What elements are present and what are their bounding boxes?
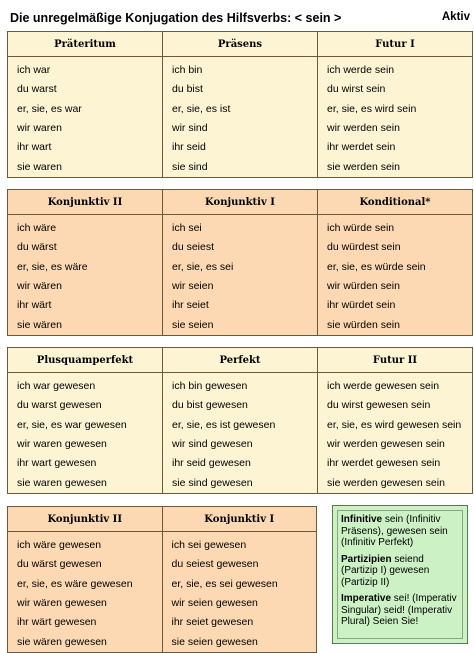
verb-form-cell: er, sie, es wird gewesen sein	[318, 416, 473, 435]
verb-form-cell: wir werden sein	[318, 119, 473, 138]
conjugation-table-3	[7, 347, 473, 494]
table-row	[8, 435, 473, 454]
verb-form-cell: ihr seiet gewesen	[162, 613, 317, 632]
table-row	[8, 473, 473, 493]
verb-form-cell: du wirst sein	[318, 80, 473, 99]
verb-form-cell: sie sind	[163, 157, 318, 177]
tense-header: Konditional*	[318, 190, 473, 215]
table-header-row	[8, 348, 473, 373]
table-row	[8, 594, 317, 613]
verb-form-cell: er, sie, es wäre gewesen	[8, 575, 163, 594]
imperative-info	[341, 593, 459, 628]
imperative-text: sei! (Imperativ Singular) seid! (Imperativ Plural) Seien Sie!	[341, 593, 457, 627]
table-header-row	[8, 507, 317, 532]
verb-form-cell: er, sie, es sei	[163, 258, 318, 277]
verb-form-cell: wir seien	[163, 277, 318, 296]
page-header	[10, 11, 470, 29]
table-row	[8, 632, 317, 652]
verb-form-cell: er, sie, es ist gewesen	[163, 416, 318, 435]
verb-form-cell: sie waren gewesen	[8, 473, 163, 493]
verb-form-cell: sie seien gewesen	[162, 632, 317, 652]
conjugation-table-1	[7, 31, 473, 178]
table-row	[8, 80, 473, 99]
verb-form-cell: ihr wärt gewesen	[8, 613, 163, 632]
verb-form-cell: wir seien gewesen	[162, 594, 317, 613]
table-row	[8, 373, 473, 397]
table-row	[8, 100, 473, 119]
verb-form-cell: sie waren	[8, 157, 163, 177]
verb-form-cell: sie werden gewesen sein	[318, 473, 473, 493]
verb-form-cell: sie würden sein	[318, 315, 473, 335]
verb-form-cell: du würdest sein	[318, 238, 473, 257]
verb-form-cell: du bist gewesen	[163, 396, 318, 415]
verb-form-cell: du bist	[163, 80, 318, 99]
tense-header: Präteritum	[8, 32, 163, 57]
table-row	[8, 416, 473, 435]
tense-header: Konjunktiv I	[163, 190, 318, 215]
voice-label: Aktiv	[441, 11, 470, 23]
verb-form-cell: er, sie, es war gewesen	[8, 416, 163, 435]
verb-form-cell: ihr seid gewesen	[163, 454, 318, 473]
table-row	[8, 238, 473, 257]
verb-form-cell: ich wäre gewesen	[8, 532, 163, 556]
table-row	[8, 555, 317, 574]
table-header-row	[8, 190, 473, 215]
tense-header: Präsens	[163, 32, 318, 57]
verb-form-cell: du wärst gewesen	[8, 555, 163, 574]
verb-form-cell: wir würden sein	[318, 277, 473, 296]
table-row	[8, 215, 473, 239]
verb-form-cell: wir wären	[8, 277, 163, 296]
tense-header: Konjunktiv II	[8, 507, 163, 532]
verb-form-cell: ich bin	[163, 57, 318, 81]
verb-form-cell: ich sei	[163, 215, 318, 239]
verb-form-cell: du seiest	[163, 238, 318, 257]
verb-form-cell: sie werden sein	[318, 157, 473, 177]
infinitive-info	[341, 514, 459, 549]
verb-form-cell: wir waren	[8, 119, 163, 138]
verb-form-cell: ihr wart gewesen	[8, 454, 163, 473]
tense-header: Futur I	[318, 32, 473, 57]
table-row	[8, 315, 473, 335]
verb-form-cell: ich sei gewesen	[162, 532, 317, 556]
verb-form-cell: sie wären gewesen	[8, 632, 163, 652]
conjugation-table-2	[7, 189, 473, 336]
verb-form-cell: sie sind gewesen	[163, 473, 318, 493]
table-row	[8, 454, 473, 473]
tense-header: Futur II	[318, 348, 473, 373]
verb-form-cell: wir sind	[163, 119, 318, 138]
participles-text: seiend (Partizip I) gewesen (Partizip II)	[341, 553, 430, 588]
verb-form-cell: wir werden gewesen sein	[318, 435, 473, 454]
verb-forms-info-box	[332, 505, 468, 644]
verb-form-cell: sie seien	[163, 315, 318, 335]
verb-form-cell: er, sie, es wäre	[8, 258, 163, 277]
verb-form-cell: ich werde sein	[318, 57, 473, 81]
verb-form-cell: er, sie, es ist	[163, 100, 318, 119]
verb-form-cell: ihr seid	[163, 138, 318, 157]
verb-form-cell: er, sie, es wird sein	[318, 100, 473, 119]
table-header-row	[8, 32, 473, 57]
participles-label: Partizipien	[341, 553, 392, 565]
verb-form-cell: ihr wärt	[8, 296, 163, 315]
verb-form-cell: ich wäre	[8, 215, 163, 239]
verb-form-cell: wir waren gewesen	[8, 435, 163, 454]
table-row	[8, 119, 473, 138]
verb-form-cell: wir sind gewesen	[163, 435, 318, 454]
verb-form-cell: du seiest gewesen	[162, 555, 317, 574]
verb-form-cell: du warst	[8, 80, 163, 99]
verb-form-cell: ich würde sein	[318, 215, 473, 239]
verb-forms-info-inner	[337, 510, 463, 639]
table-row	[8, 57, 473, 81]
tense-header: Konjunktiv I	[162, 507, 317, 532]
tense-header: Konjunktiv II	[8, 190, 163, 215]
table-row	[8, 532, 317, 556]
verb-form-cell: ich war gewesen	[8, 373, 163, 397]
table-row	[8, 138, 473, 157]
infinitive-text: sein (Infinitiv Präsens), gewesen sein (Infinitiv Perfekt)	[341, 514, 448, 548]
table-row	[8, 157, 473, 177]
table-row	[8, 258, 473, 277]
verb-form-cell: du wärst	[8, 238, 163, 257]
verb-form-cell: er, sie, es würde sein	[318, 258, 473, 277]
tense-header: Plusquamperfekt	[8, 348, 163, 373]
verb-form-cell: sie wären	[8, 315, 163, 335]
verb-form-cell: ich bin gewesen	[163, 373, 318, 397]
verb-form-cell: ich werde gewesen sein	[318, 373, 473, 397]
verb-form-cell: ihr werdet sein	[318, 138, 473, 157]
verb-form-cell: du warst gewesen	[8, 396, 163, 415]
verb-form-cell: ihr werdet gewesen sein	[318, 454, 473, 473]
verb-form-cell: ihr wart	[8, 138, 163, 157]
verb-form-cell: er, sie, es war	[8, 100, 163, 119]
participles-info	[341, 554, 459, 589]
table-row	[8, 396, 473, 415]
verb-form-cell: ich war	[8, 57, 163, 81]
verb-form-cell: du wirst gewesen sein	[318, 396, 473, 415]
verb-form-cell: er, sie, es sei gewesen	[162, 575, 317, 594]
conjugation-table-4	[7, 506, 317, 653]
table-row	[8, 613, 317, 632]
verb-form-cell: ihr seiet	[163, 296, 318, 315]
page-title: Die unregelmäßige Konjugation des Hilfsverbs: < sein >	[10, 11, 342, 25]
infinitive-label: Infinitive	[341, 514, 383, 525]
table-row	[8, 575, 317, 594]
verb-form-cell: ihr würdet sein	[318, 296, 473, 315]
tense-header: Perfekt	[163, 348, 318, 373]
imperative-label: Imperative	[341, 593, 392, 604]
verb-form-cell: wir wären gewesen	[8, 594, 163, 613]
table-row	[8, 296, 473, 315]
table-row	[8, 277, 473, 296]
